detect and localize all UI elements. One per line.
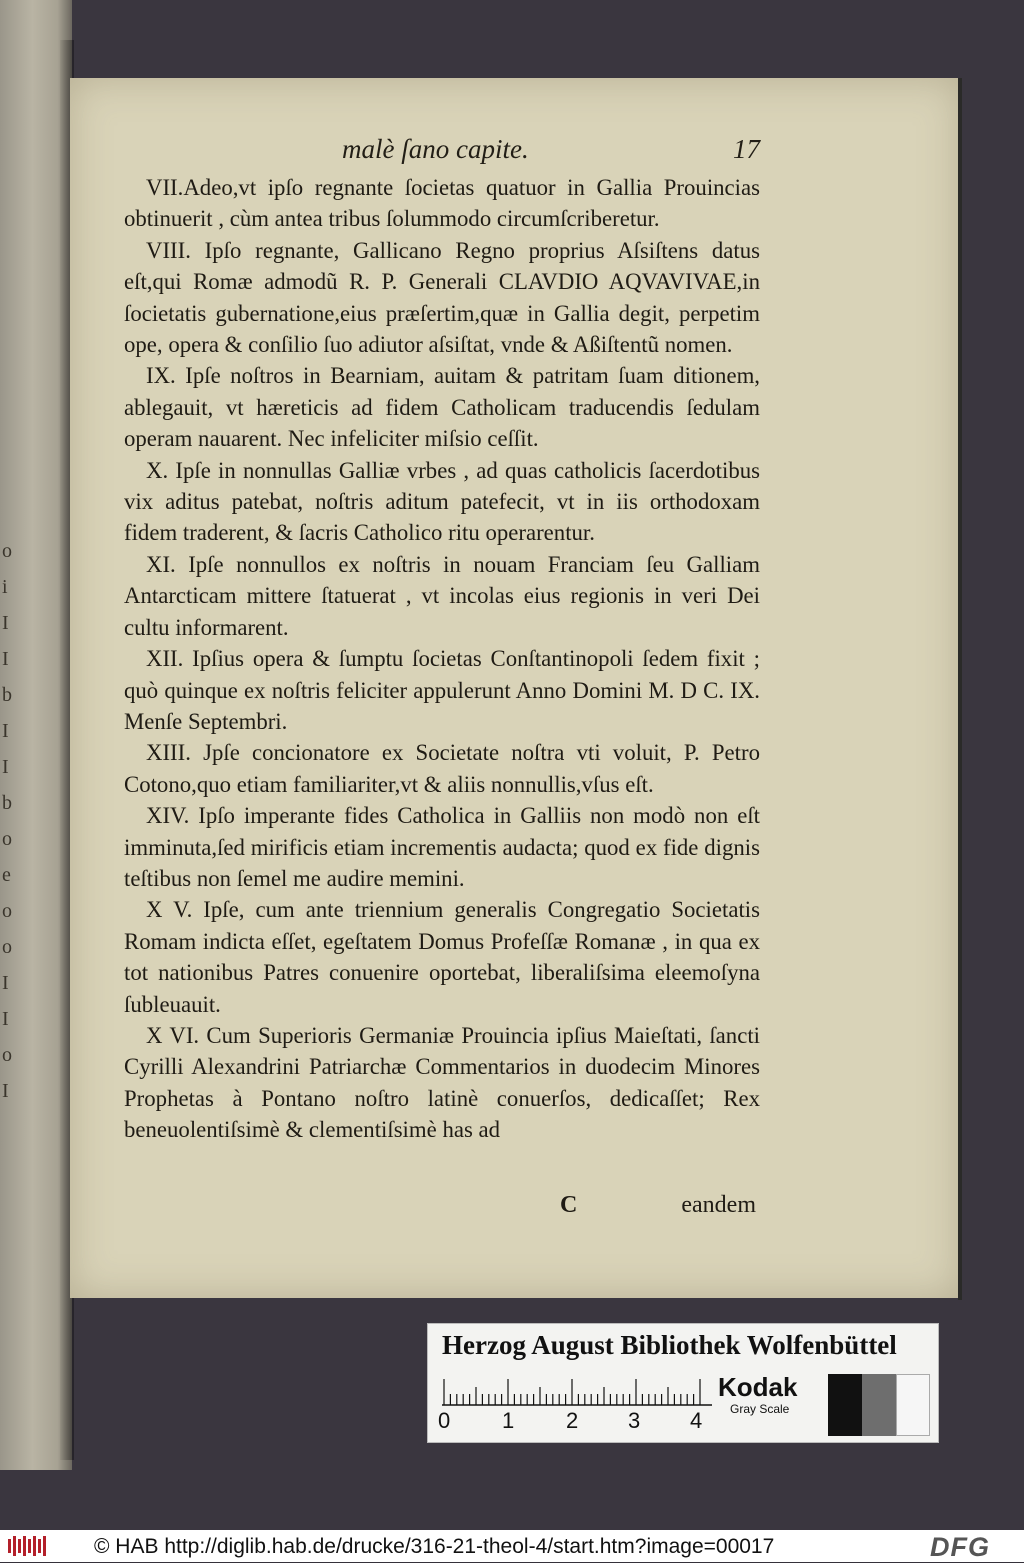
gray-swatches (828, 1374, 930, 1436)
footer-bar (0, 1530, 1024, 1562)
swatch-white (896, 1374, 930, 1436)
catchword: eandem (681, 1192, 756, 1218)
catchline (124, 1192, 760, 1226)
gray-scale-label: Gray Scale (730, 1402, 790, 1416)
ruler-numbers (438, 1408, 728, 1436)
paragraph-xiv: XIV. Ipſo imperante fides Catholica in Galliis non modò non eſt imminuta,ſed mirificis etiam incrementis audacta; quod ex fide dignis teſtibus non ſemel me audire memini. (124, 803, 760, 891)
copyright-link[interactable]: © HAB http://diglib.hab.de/drucke/316-21-theol-4/start.htm?image=00017 (94, 1535, 775, 1558)
paragraph-xv: X V. Ipſe, cum ante triennium generalis Congregatio Societatis Romam indicta eſſet, egeſtatem Domus Profeſſæ Romanæ , in qua ex tot nationibus Patres conuenire oportebat, liberaliſsima eleemoſyna ſubleuauit. (124, 897, 760, 1017)
hab-logo-icon (8, 1535, 48, 1557)
paragraph-xiii: XIII. Jpſe concionatore ex Societate noſtra vti voluit, P. Petro Cotono,quo etiam familiariter,vt & aliis nonnullis,vſus eſt. (124, 740, 760, 797)
dfg-logo: DFG (930, 1532, 990, 1562)
facing-page-fragments: o i I I b I I b o e o o I I o I (2, 540, 12, 1102)
ruler (442, 1376, 718, 1406)
page-number: 17 (733, 134, 760, 164)
paragraph-vii: VII.Adeo,vt ipſo regnante ſocietas quatuor in Gallia Prouincias obtinuerit , cùm antea tribus ſolummodo circumſcriberetur. (124, 175, 760, 232)
swatch-black (828, 1374, 862, 1436)
paragraph-xi: XI. Ipſe nonnullos ex noſtris in nouam Franciam ſeu Galliam Antarcticam mittere ſtatuerat , vt incolas eius regionis in veri Dei cultu informarent. (124, 551, 760, 640)
paragraph-xvi: X VI. Cum Superioris Germaniæ Prouincia ipſius Maieſtati, ſancti Cyrilli Alexandrini Patriarchæ Commentarios in duodecim Minores Prophetas à Pontano noſtro latinè conuerſos, dedicaſſet; Rex beneuolentiſsimè & clementiſsimè has ad (124, 1022, 760, 1143)
kodak-logo: Kodak (718, 1372, 798, 1402)
running-title: malè ſano capite. (342, 134, 529, 164)
ruler-number-2: 2 (566, 1408, 579, 1433)
signature-mark: C (560, 1192, 578, 1218)
page-edge (958, 78, 962, 1300)
paragraph-ix: IX. Ipſe noſtros in Bearniam, auitam & patritam ſuam ditionem, ablegauit, vt hæreticis ad fidem Catholicam traducendis ſedulam operam nauarent. Nec infeliciter miſsio ceſſit. (124, 363, 760, 452)
main-text (124, 172, 760, 1146)
library-name: Herzog August Bibliothek Wolfenbüttel (442, 1330, 897, 1360)
running-head (70, 132, 960, 172)
ruler-number-1: 1 (502, 1408, 515, 1433)
ruler-number-0: 0 (438, 1408, 451, 1433)
swatch-gray (862, 1374, 896, 1436)
ruler-number-4: 4 (690, 1408, 703, 1433)
paragraph-xii: XII. Ipſius opera & ſumptu ſocietas Conſtantinopoli ſedem fixit ; quò quinque ex noſtris feliciter appulerunt Anno Domini M. D C. IX. Menſe Septembri. (124, 646, 760, 734)
paragraph-viii: VIII. Ipſo regnante, Gallicano Regno proprius Aſsiſtens datus eſt,qui Romæ admodũ R. P. Generali CLAVDIO AQVAVIVAE,in ſocietatis gubernatione,eius præſertim,quæ in Gallia degit, perpetim ope, opera & conſilio ſuo adiutor aſsiſtat, vnde & Aßiſtentũ nomen. (124, 237, 760, 358)
paragraph-x: X. Ipſe in nonnullas Galliæ vrbes , ad quas catholicis ſacerdotibus vix aditus patebat, noſtris aditum patefecit, vt in iis orthodoxam fidem traderent, & ſacris Catholico ritu operarentur. (124, 457, 760, 546)
color-target (428, 1324, 938, 1442)
ruler-number-3: 3 (628, 1408, 641, 1433)
